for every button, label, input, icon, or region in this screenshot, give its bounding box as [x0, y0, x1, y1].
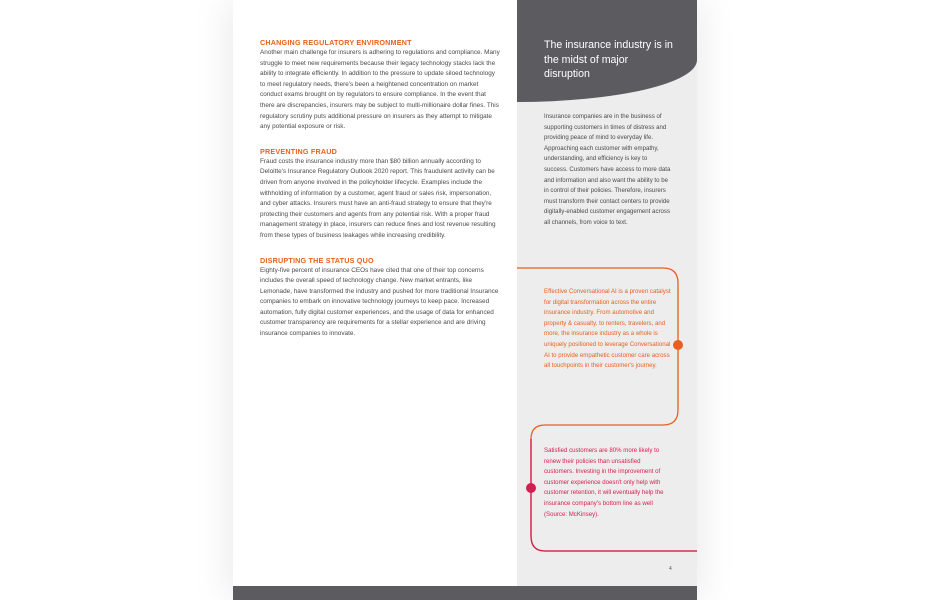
section-body: Another main challenge for insurers is adhering to regulations and compliance. Many struggle to meet new requirements because their legacy technology stacks lack the ability to integrate efficiently. In addition to the pressure to update siloed technology to meet regulatory needs, there's been a heightened concentration on market conduct exams brought on by regulators to ensure compliance. In the event that there are discrepancies, insurers may be subject to multi-millionaire dollar fines. This regulatory scrutiny puts additional pressure on insurers as they attempt to mitigate any potential exposure or risk.: [260, 49, 500, 131]
sidebar-heading: The insurance industry is in the midst of major disruption: [544, 39, 673, 81]
main-column: [260, 38, 502, 354]
footer-band: [233, 586, 697, 600]
section-fraud: [260, 147, 502, 242]
sidebar: [517, 0, 697, 586]
section-body: Eighty-five percent of insurance CEOs have cited that one of their top concerns includes the overall speed of technology change. New market entrants, like Lemonade, have transformed the industry and pushed for more traditional Insurance companies to embark on innovative technology journeys to keep pace. Increased automation, fully digital customer experiences, and the usage of data for enhanced customer transparency are requirements for a stellar experience and are driving insurance companies to innovate.: [260, 266, 499, 338]
section-status-quo: [260, 256, 502, 340]
orange-dot-icon: [673, 340, 683, 350]
crimson-dot-icon: [526, 483, 536, 493]
page-number: 4: [669, 566, 672, 572]
section-title: DISRUPTING THE STATUS QUO: [260, 255, 374, 265]
document-page: [233, 0, 697, 600]
sidebar-body: Insurance companies are in the business of supporting customers in times of distress and providing peace of mind to everyday life. Approaching each customer with empathy, understanding, and efficiency is key to success. Customers have access to more data and information and also want the ability to be in control of their policies. Therefore, insurers must transform their contact centers to provide digitally-enabled customer engagement across all channels, from voice to text.: [544, 113, 671, 226]
section-body: Fraud costs the insurance industry more than $80 billion annually according to Deloitte's Insurance Regulatory Outlook 2020 report. This fraudulent activity can be driven from anyone involved in the policyholder lifecycle. Examples include the withholding of information by a customer, agent fraud or sales risk, impersonation, and cyber attacks. Insurers must have an anti-fraud strategy to ensure that they're protecting their customers and agents from any potential risk. With a proper fraud management strategy in place, insurers can reduce fines and lost revenue resulting from these types of business leakages while increasing credibility.: [260, 157, 496, 239]
callout-conversational-ai: Effective Conversational AI is a proven catalyst for digital transformation across the entire insurance industry. From automotive and property & casualty, to renters, travelers, and more, the insurance industry as a whole is uniquely positioned to leverage Conversational AI to provide empathetic customer care across all touchpoints in their customer's journey.: [544, 288, 671, 370]
section-title: CHANGING REGULATORY ENVIRONMENT: [260, 38, 412, 47]
section-regulatory: [260, 38, 502, 133]
callout-satisfied-customers: Satisfied customers are 80% more likely to renew their policies than unsatisfied customers. Investing in the improvement of customer experience doesn't only help with customer retention, it will eventually help the insurance company's bottom line as well (Source: McKinsey).: [544, 447, 664, 518]
section-title: PREVENTING FRAUD: [260, 146, 338, 156]
